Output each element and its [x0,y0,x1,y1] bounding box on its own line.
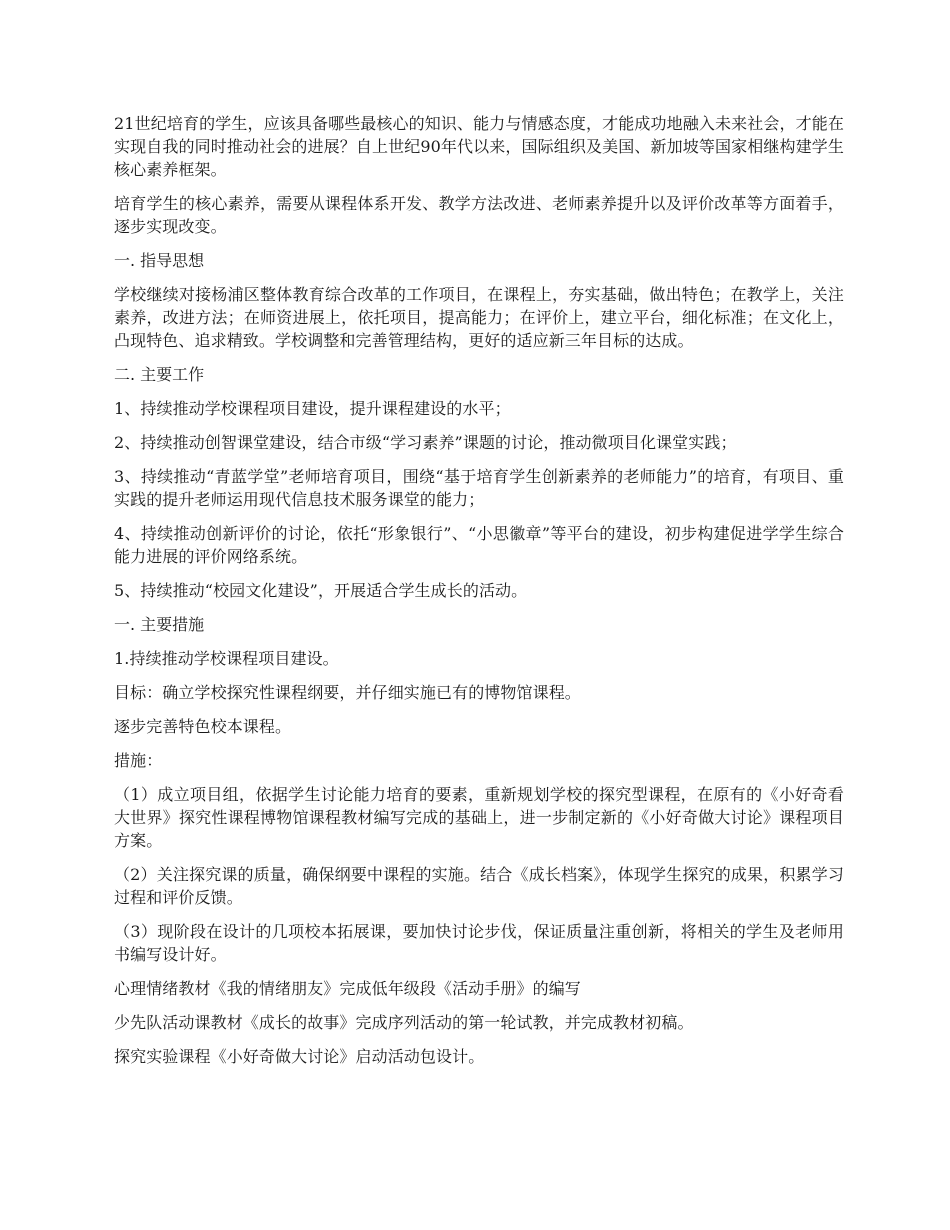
textbook-line-1: 心理情绪教材《我的情绪朋友》完成低年级段《活动手册》的编写 [114,979,581,998]
work-item-1: 1、持续推动学校课程项目建设，提升课程建设的水平； [114,399,511,418]
document-page [114,112,844,1079]
work-item-5: 5、持续推动“校园文化建设”，开展适合学生成长的活动。 [114,581,528,600]
measure-step-2: （2）关注探究课的质量，确保纲要中课程的实施。结合《成长档案》，体现学生探究的成果，积累学习过程和评价反馈。 [114,865,844,907]
work-item-2: 2、持续推动创智课堂建设，结合市级“学习素养”课题的讨论，推动微项目化课堂实践； [114,433,737,452]
textbook-line-3: 探究实验课程《小好奇做大讨论》启动活动包设计。 [114,1047,485,1066]
intro-paragraph: 21世纪培育的学生，应该具备哪些最核心的知识、能力与情感态度，才能成功地融入未来社会，才能在实现自我的同时推动社会的进展？自上世纪90年代以来，国际组织及美国、新加坡等国家相继构建学生核心素养框架。 [114,114,844,179]
guiding-paragraph: 学校继续对接杨浦区整体教育综合改革的工作项目，在课程上，夯实基础，做出特色；在教学上，关注素养，改进方法；在师资进展上，依托项目，提高能力；在评价上，建立平台，细化标准；在文化上，凸现特色、追求精致。学校调整和完善管理结构，更好的适应新三年目标的达成。 [114,285,844,350]
core-literacy-paragraph: 培育学生的核心素养，需要从课程体系开发、教学方法改进、老师素养提升以及评价改革等方面着手，逐步实现改变。 [114,194,844,236]
textbook-line-2: 少先队活动课教材《成长的故事》完成序列活动的第一轮试教，并完成教材初稿。 [114,1013,694,1032]
work-item-4: 4、持续推动创新评价的讨论，依托“形象银行”、“小思徽章”等平台的建设，初步构建促进学学生综合能力进展的评价网络系统。 [114,524,844,566]
measure-step-1: （1）成立项目组，依据学生讨论能力培育的要素，重新规划学校的探究型课程，在原有的《小好奇看大世界》探究性课程博物馆课程教材编写完成的基础上，进一步制定新的《小好奇做大讨论》课程项目方案。 [114,785,844,850]
goal-line: 目标：确立学校探究性课程纲要，并仔细实施已有的博物馆课程。 [114,683,581,702]
measures-label: 措施： [114,751,163,770]
section-heading-guiding: 一. 指导思想 [114,251,205,270]
work-item-3: 3、持续推动“青蓝学堂”老师培育项目，围绕“基于培育学生创新素养的老师能力”的培育，有项目、重实践的提升老师运用现代信息技术服务课堂的能力； [114,467,844,509]
section-heading-measures: 一. 主要措施 [114,615,205,634]
goal-line-2: 逐步完善特色校本课程。 [114,717,292,736]
measure-1-title: 1.持续推动学校课程项目建设。 [114,649,339,668]
measure-step-3: （3）现阶段在设计的几项校本拓展课，要加快讨论步伐，保证质量注重创新，将相关的学生及老师用书编写设计好。 [114,922,844,964]
section-heading-main-work: 二. 主要工作 [114,365,205,384]
